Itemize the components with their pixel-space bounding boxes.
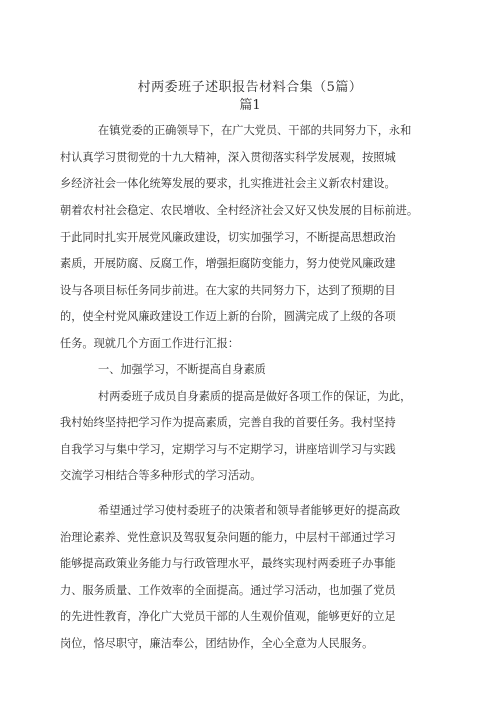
- paragraph-line: 治理论素养、党性意识及驾驭复杂问题的能力，中层村干部通过学习: [60, 531, 396, 544]
- paragraph-line: 在镇党委的正确领导下，在广大党员、干部的共同努力下，永和: [98, 124, 412, 137]
- paragraph-line: 村两委班子成员自身素质的提高是做好各项工作的保证，为此，: [98, 390, 412, 403]
- paragraph-line: 设与各项目标任务同步前进。在大家的共同努力下，达到了预期的目: [60, 284, 396, 297]
- paragraph-line: 交流学习相结合等多种形式的学习活动。: [60, 469, 262, 482]
- paragraph-line: 朝着农村社会稳定、农民增收、全村经济社会又好又快发展的目标前进。: [60, 204, 419, 217]
- paragraph-line: 自我学习与集中学习，定期学习与不定期学习，讲座培训学习与实践: [60, 443, 396, 456]
- paragraph-line: 希望通过学习使村委班子的决策者和领导者能够更好的提高政: [98, 504, 401, 517]
- paragraph-line: 能够提高政策业务能力与行政管理水平，最终实现村两委班子办事能: [60, 557, 396, 570]
- paragraph-line: 素质，开展防腐、反腐工作，增强拒腐防变能力，努力使党风廉政建: [60, 257, 396, 270]
- paragraph-line: 的，使全村党风廉政建设工作迈上新的台阶，圆满完成了上级的各项: [60, 310, 396, 323]
- paragraph-line: 岗位，恪尽职守，廉洁奉公，团结协作，全心全意为人民服务。: [60, 637, 374, 650]
- section-title: 一、加强学习，不断提高自身素质: [98, 363, 266, 376]
- section-heading: 篇1: [239, 98, 261, 113]
- paragraph-line: 我村始终坚持把学习作为提高素质，完善自我的首要任务。我村坚持: [60, 416, 396, 429]
- paragraph-line: 力、服务质量、工作效率的全面提高。通过学习活动，也加强了党员: [60, 584, 396, 597]
- paragraph-line: 任务。现就几个方面工作进行汇报：: [60, 337, 240, 350]
- paragraph-line: 村认真学习贯彻党的十九大精神，深入贯彻落实科学发展观，按照城: [60, 151, 396, 164]
- paragraph-line: 乡经济社会一体化统筹发展的要求，扎实推进社会主义新农村建设。: [60, 177, 396, 190]
- document-title: 村两委班子述职报告材料合集（5篇）: [137, 80, 363, 95]
- paragraph-line: 于此同时扎实开展党风廉政建设，切实加强学习，不断提高思想政治: [60, 231, 396, 244]
- paragraph-line: 的先进性教育，净化广大党员干部的人生观价值观，能够更好的立足: [60, 610, 396, 623]
